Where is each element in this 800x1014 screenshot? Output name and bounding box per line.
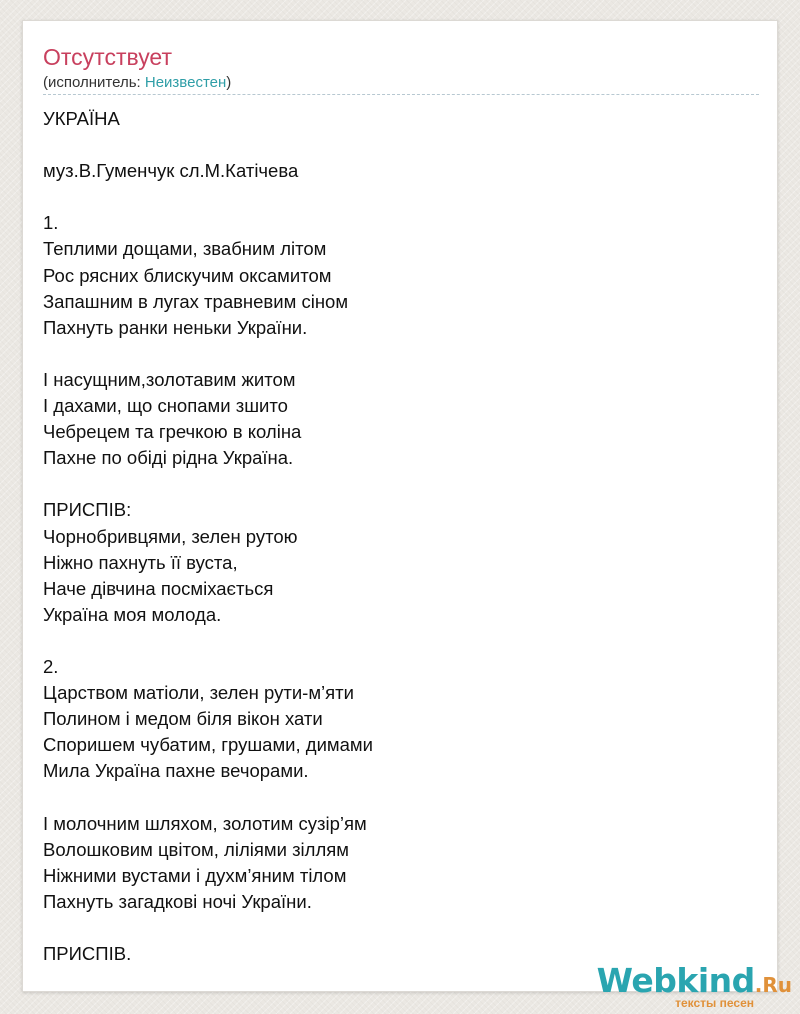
lyric-line: Царством матіоли, зелен рути-м’яти: [43, 682, 354, 704]
logo-tagline: тексты песен: [675, 996, 754, 1010]
lyric-line: Пахнуть загадкові ночі України.: [43, 890, 312, 912]
blank-line: [43, 471, 759, 497]
lyric-line: Пахнуть ранки неньки України.: [43, 316, 308, 338]
song-title: Отсутствует: [43, 44, 172, 70]
lyric-line: 1.: [43, 212, 59, 234]
lyric-line: Споришем чубатим, грушами, димами: [43, 734, 373, 756]
lyrics-text: [43, 106, 759, 967]
lyrics-card: [22, 20, 778, 992]
lyric-line: Полином і медом біля вікон хати: [43, 708, 323, 730]
blank-line: [43, 184, 759, 210]
lyric-line: УКРАЇНА: [43, 108, 120, 129]
lyric-line: Рос рясних блискучим оксамитом: [43, 264, 332, 286]
webkind-logo[interactable]: [592, 962, 792, 1010]
lyric-line: ПРИСПІВ.: [43, 943, 132, 964]
artist-line: [43, 73, 231, 93]
blank-line: [43, 628, 759, 654]
artist-prefix: (исполнитель:: [43, 74, 145, 91]
lyric-line: ПРИСПІВ:: [43, 499, 132, 521]
blank-line: [43, 915, 759, 941]
artist-link[interactable]: Неизвестен: [144, 74, 227, 91]
artist-suffix: ): [226, 74, 232, 91]
logo-tld: .Ru: [754, 973, 792, 997]
divider: [43, 94, 759, 95]
lyric-line: Наче дівчина посміхається: [43, 577, 274, 599]
lyric-line: Запашним в лугах травневим сіном: [43, 290, 349, 312]
blank-line: [43, 784, 759, 810]
blank-line: [43, 132, 759, 158]
blank-line: [43, 341, 759, 367]
lyric-line: І молочним шляхом, золотим сузір’ям: [43, 812, 367, 834]
lyric-line: Пахне по обіді рідна Україна.: [43, 447, 294, 469]
lyric-line: Чорнобривцями, зелен рутою: [43, 525, 298, 547]
lyric-line: Теплими дощами, звабним літом: [43, 238, 327, 260]
lyric-line: І дахами, що снопами зшито: [43, 395, 288, 417]
lyric-line: Мила Україна пахне вечорами.: [43, 760, 309, 782]
lyric-line: 2.: [43, 655, 59, 677]
lyric-line: І насущним,золотавим житом: [43, 368, 296, 390]
lyric-line: Чебрецем та гречкою в коліна: [43, 421, 302, 443]
lyric-line: муз.В.Гуменчук сл.М.Катічева: [43, 160, 299, 182]
lyric-line: Ніжними вустами і духм’яним тілом: [43, 864, 347, 886]
lyric-line: Україна моя молода.: [43, 603, 222, 625]
logo-name: Webkind: [596, 961, 755, 1000]
lyric-line: Волошковим цвітом, ліліями зіллям: [43, 838, 349, 860]
lyric-line: Ніжно пахнуть її вуста,: [43, 551, 238, 573]
